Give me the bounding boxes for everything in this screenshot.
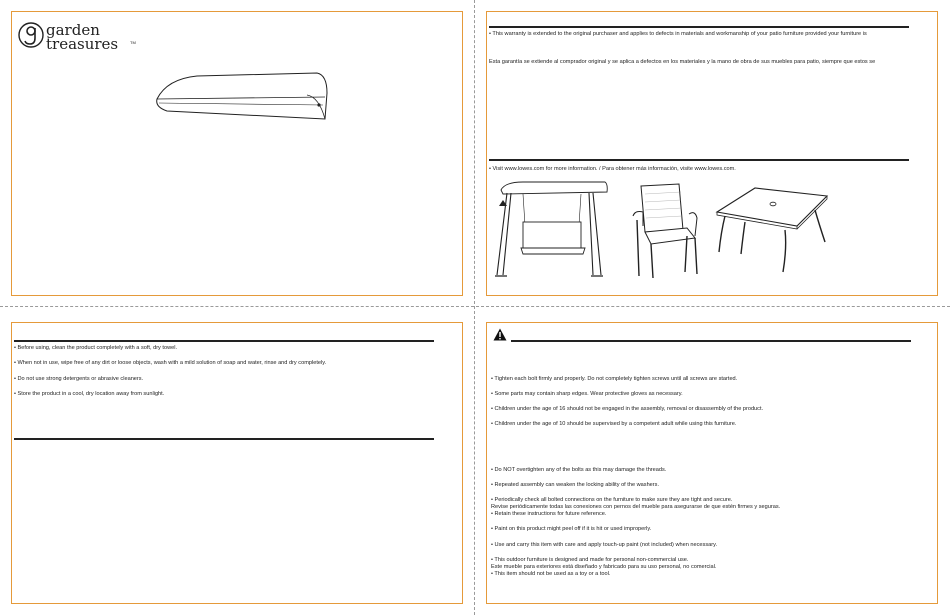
care-item-3: • Do not use strong detergents or abrasive cleaners. [14, 376, 144, 382]
safety-item-periodic: • Periodically check all bolted connections on the furniture to make sure they are tight and secure. [491, 497, 733, 503]
safety-item-periodic-es: Revise periódicamente todas las conexiones con pernos del mueble para asegurarse de que estén firmes y seguras. [491, 504, 781, 510]
safety-item-overtighten: • Do NOT overtighten any of the bolts as this may damage the threads. [491, 467, 667, 473]
table-illustration [715, 182, 830, 282]
warning-triangle-icon [493, 328, 507, 341]
safety-item-age10: • Children under the age of 10 should be supervised by a competent adult while using this furniture. [491, 421, 737, 427]
safety-item-toy: • This item should not be used as a toy or a tool. [491, 571, 611, 577]
garden-treasures-logo [18, 18, 138, 58]
care-rule-bottom [14, 438, 434, 440]
warranty-spanish: Esta garantía se extiende al comprador original y se aplica a defectos en los materiales y la mano de obra de sus muebles para patio, siempre que estos se [489, 59, 876, 65]
safety-item-sharp: • Some parts may contain sharp edges. Wear protective gloves as necessary. [491, 391, 683, 397]
logo-word-treasures: treasures [46, 35, 119, 53]
vertical-cut-line [474, 0, 475, 615]
care-item-2: • When not in use, wipe free of any dirt or loose objects, wash with a mild solution of soap and water, rinse and dry completely. [14, 360, 327, 366]
logo-trademark: TM [130, 40, 136, 45]
safety-item-touchup: • Use and carry this item with care and apply touch-up paint (not included) when necessary. [491, 542, 718, 548]
safety-item-tighten: • Tighten each bolt firmly and properly. Do not completely tighten screws until all screws are started. [491, 376, 738, 382]
care-item-4: • Store the product in a cool, dry location away from sunlight. [14, 391, 165, 397]
chair-illustration [627, 180, 702, 280]
safety-panel [486, 322, 938, 604]
care-panel [11, 322, 463, 604]
swing-illustration [493, 180, 608, 280]
safety-rule [511, 340, 911, 342]
safety-item-age16: • Children under the age of 16 should not be engaged in the assembly, removal or disassembly of the product. [491, 406, 764, 412]
safety-item-paint: • Paint on this product might peel off if it is hit or used improperly. [491, 526, 652, 532]
visit-lowes-text: • Visit www.lowes.com for more information. / Para obtener más información, visite www.lowes.com. [489, 166, 736, 172]
logo-word-garden: garden [46, 21, 100, 39]
safety-item-outdoor: • This outdoor furniture is designed and made for personal non-commercial use. [491, 557, 689, 563]
canopy-product-illustration [147, 67, 337, 127]
horizontal-cut-line [0, 306, 950, 307]
safety-item-washers: • Repeated assembly can weaken the locking ability of the washers. [491, 482, 659, 488]
safety-item-outdoor-es: Este mueble para exteriores está diseñado y fabricado para su uso personal, no comercial. [491, 564, 717, 570]
warranty-rule [489, 26, 909, 28]
cover-panel [11, 11, 463, 296]
warranty-english: • This warranty is extended to the original purchaser and applies to defects in materials and workmanship of your patio furniture provided your furniture is [489, 31, 867, 37]
visit-rule [489, 159, 909, 161]
care-rule-top [14, 340, 434, 342]
logo-g-mark-icon [18, 18, 48, 54]
safety-item-retain: • Retain these instructions for future reference. [491, 511, 607, 517]
care-item-1: • Before using, clean the product completely with a soft, dry towel. [14, 345, 178, 351]
warranty-panel [486, 11, 938, 296]
